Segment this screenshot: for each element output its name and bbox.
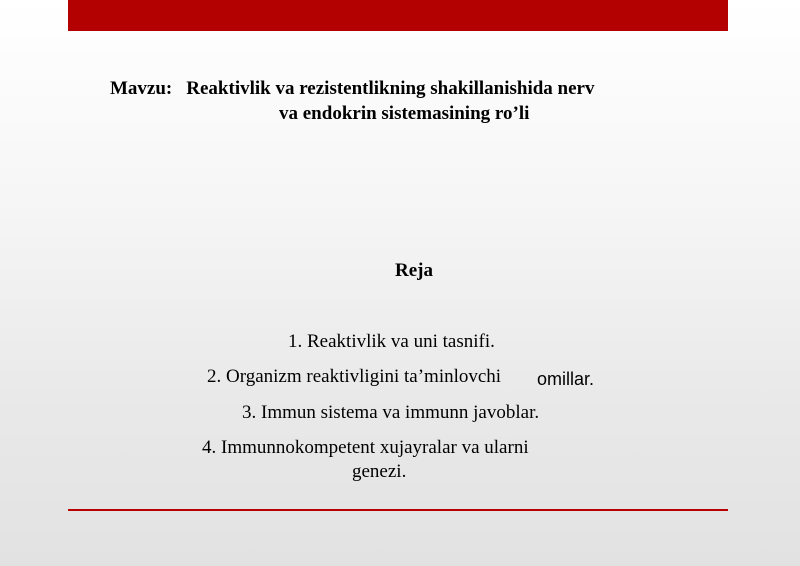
slide-title-line-1 xyxy=(110,78,595,100)
title-text-line-1: Reaktivlik va rezistentlikning shakillanishida nerv xyxy=(186,78,595,99)
plan-item-2: 2. Organizm reaktivligini ta’minlovchi xyxy=(207,366,502,387)
plan-item-3: 3. Immun sistema va immunn javoblar. xyxy=(242,402,540,423)
plan-item-4-tail: genezi. xyxy=(352,461,407,482)
plan-item-4: 4. Immunnokompetent xujayralar va ularni xyxy=(202,437,529,458)
plan-item-1: 1. Reaktivlik va uni tasnifi. xyxy=(288,331,495,352)
plan-heading: Reja xyxy=(395,260,433,281)
bottom-divider xyxy=(68,509,728,511)
slide-title-line-2: va endokrin sistemasining ro’li xyxy=(279,103,530,124)
plan-item-2-tail: omillar. xyxy=(537,369,595,389)
title-prefix: Mavzu: xyxy=(110,78,173,99)
top-accent-bar xyxy=(68,0,728,31)
